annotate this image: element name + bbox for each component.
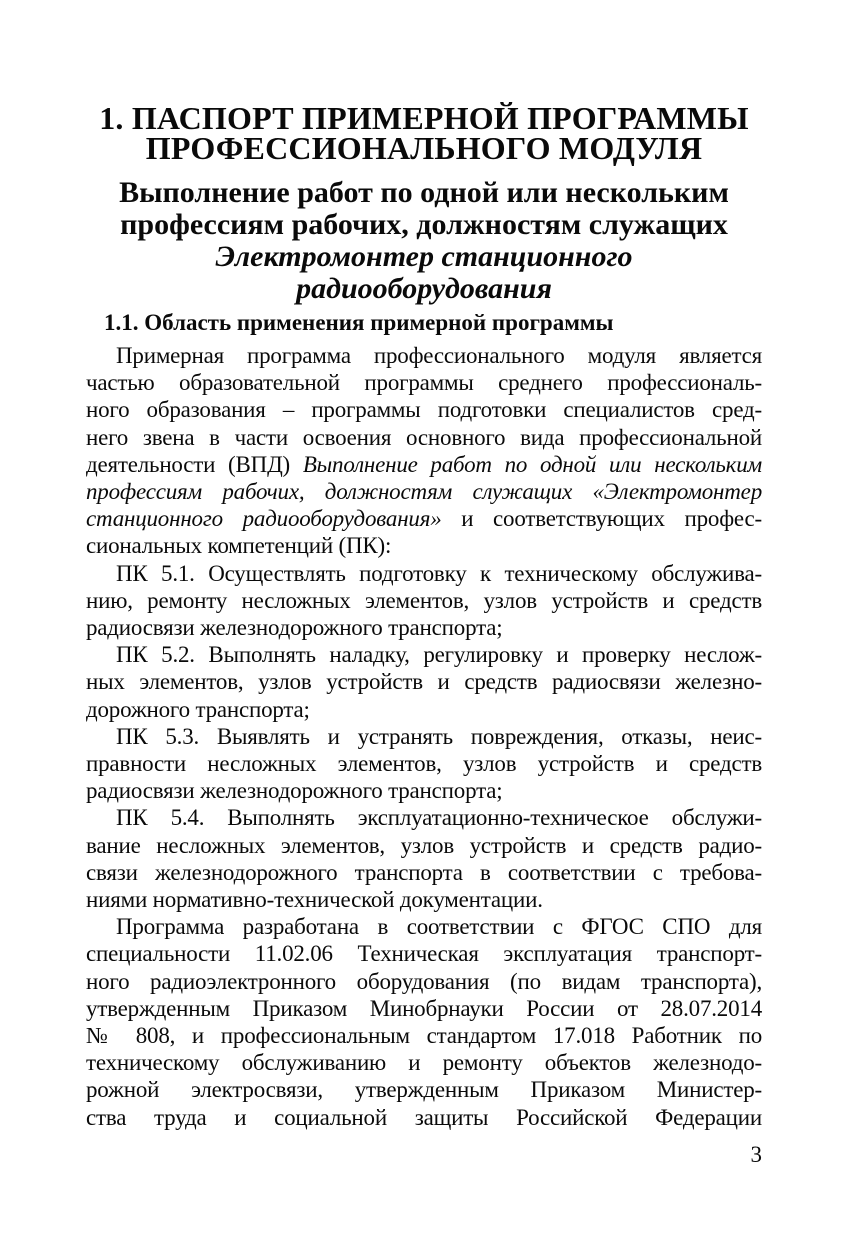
text-segment: ПК 5.2. Выполнять наладку, регулировку и проверку неслож- — [116, 642, 762, 668]
text-line — [86, 968, 762, 995]
text-line — [86, 560, 762, 587]
text-segment: радиосвязи железнодорожного транспорта; — [86, 778, 503, 804]
chapter-title-line-2: ПРОФЕССИОНАЛЬНОГО МОДУЛЯ — [145, 130, 703, 166]
text-line — [86, 396, 762, 423]
paragraph — [86, 342, 762, 560]
text-line — [86, 750, 762, 777]
text-segment: нию, ремонту несложных элементов, узлов устройств и средств — [86, 587, 762, 613]
text-segment: ПК 5.3. Выявлять и устранять повреждения, отказы, неис- — [116, 723, 762, 749]
text-segment: № 808, и профессиональным стандартом 17.018 Работник по — [86, 1023, 762, 1049]
italic-text-segment: профессиям рабочих, должностям служащих «Электромонтер — [86, 479, 762, 505]
text-segment: утвержденным Приказом Минобрнауки России от 28.07.2014 — [86, 995, 762, 1021]
chapter-title — [86, 100, 762, 166]
text-line — [86, 369, 762, 396]
italic-text-segment: Выполнение работ по одной или нескольким — [302, 451, 762, 477]
module-subtitle — [86, 177, 762, 305]
module-subtitle-line-1: Выполнение работ по одной или нескольким — [119, 176, 729, 209]
text-line — [86, 940, 762, 967]
text-segment: ного образования – программы подготовки специалистов сред- — [86, 397, 762, 423]
text-line — [86, 886, 762, 913]
text-segment: вание несложных элементов, узлов устройств и средств радио- — [86, 832, 762, 858]
text-segment: частью образовательной программы среднего профессиональ- — [86, 370, 762, 396]
paragraph — [86, 641, 762, 723]
italic-text-segment: станционного радиооборудования» — [86, 506, 442, 532]
text-line — [86, 668, 762, 695]
text-segment: ПК 5.4. Выполнять эксплуатационно-техническое обслужи- — [116, 805, 762, 831]
text-line — [86, 614, 762, 641]
text-segment: правности несложных элементов, узлов устройств и средств — [86, 751, 762, 777]
text-line — [86, 859, 762, 886]
page-number: 3 — [750, 1142, 762, 1167]
text-line — [86, 505, 762, 532]
text-segment: ниями нормативно-технической документации. — [86, 887, 543, 913]
text-line — [86, 913, 762, 940]
text-segment: сиональных компетенций (ПК): — [86, 533, 392, 559]
text-line — [86, 804, 762, 831]
text-line — [86, 777, 762, 804]
text-line — [86, 587, 762, 614]
text-segment: дорожного транспорта; — [86, 696, 310, 722]
text-line — [86, 532, 762, 559]
text-line — [86, 696, 762, 723]
body-paragraphs — [86, 342, 762, 1131]
text-line — [86, 641, 762, 668]
text-segment: ных элементов, узлов устройств и средств радиосвязи железно- — [86, 669, 762, 695]
text-line — [86, 342, 762, 369]
module-subtitle-line-2: профессиям рабочих, должностям служащих — [120, 208, 728, 241]
text-segment: специальности 11.02.06 Техническая эксплуатация транспорт- — [86, 941, 762, 967]
paragraph — [86, 804, 762, 913]
text-segment: ПК 5.1. Осуществлять подготовку к техническому обслужива- — [116, 560, 762, 586]
text-line — [86, 478, 762, 505]
text-segment: Программа разработана в соответствии с ФГОС СПО для — [116, 914, 762, 940]
text-segment: Примерная программа профессионального модуля является — [116, 343, 762, 368]
text-segment: техническому обслуживанию и ремонту объектов железнодо- — [86, 1050, 762, 1076]
text-segment: деятельности (ВПД) — [86, 451, 303, 477]
text-line — [86, 723, 762, 750]
text-segment: него звена в части освоения основного вида профессиональной — [86, 424, 762, 450]
text-line — [86, 1049, 762, 1076]
chapter-title-line-1: 1. ПАСПОРТ ПРИМЕРНОЙ ПРОГРАММЫ — [99, 100, 749, 136]
text-segment: ного радиоэлектронного оборудования (по видам транспорта), — [86, 968, 762, 994]
text-segment: и соответствующих профес- — [441, 506, 762, 532]
section-heading: 1.1. Область применения примерной программы — [104, 310, 614, 335]
text-segment: связи железнодорожного транспорта в соответствии с требова- — [86, 859, 762, 885]
text-line — [86, 1104, 762, 1131]
text-segment: радиосвязи железнодорожного транспорта; — [86, 615, 503, 641]
text-segment: рожной электросвязи, утвержденным Приказом Министер- — [86, 1077, 762, 1103]
text-line — [86, 1076, 762, 1103]
profession-name-italic: Электромонтер станционного радиооборудования — [215, 240, 633, 305]
text-line — [86, 1022, 762, 1049]
text-line — [86, 832, 762, 859]
paragraph — [86, 560, 762, 642]
text-line — [86, 424, 762, 451]
page-content — [86, 100, 762, 1131]
paragraph — [86, 723, 762, 805]
text-line — [86, 451, 762, 478]
text-line — [86, 995, 762, 1022]
paragraph — [86, 913, 762, 1131]
text-segment: ства труда и социальной защиты Российской Федерации — [86, 1104, 762, 1130]
